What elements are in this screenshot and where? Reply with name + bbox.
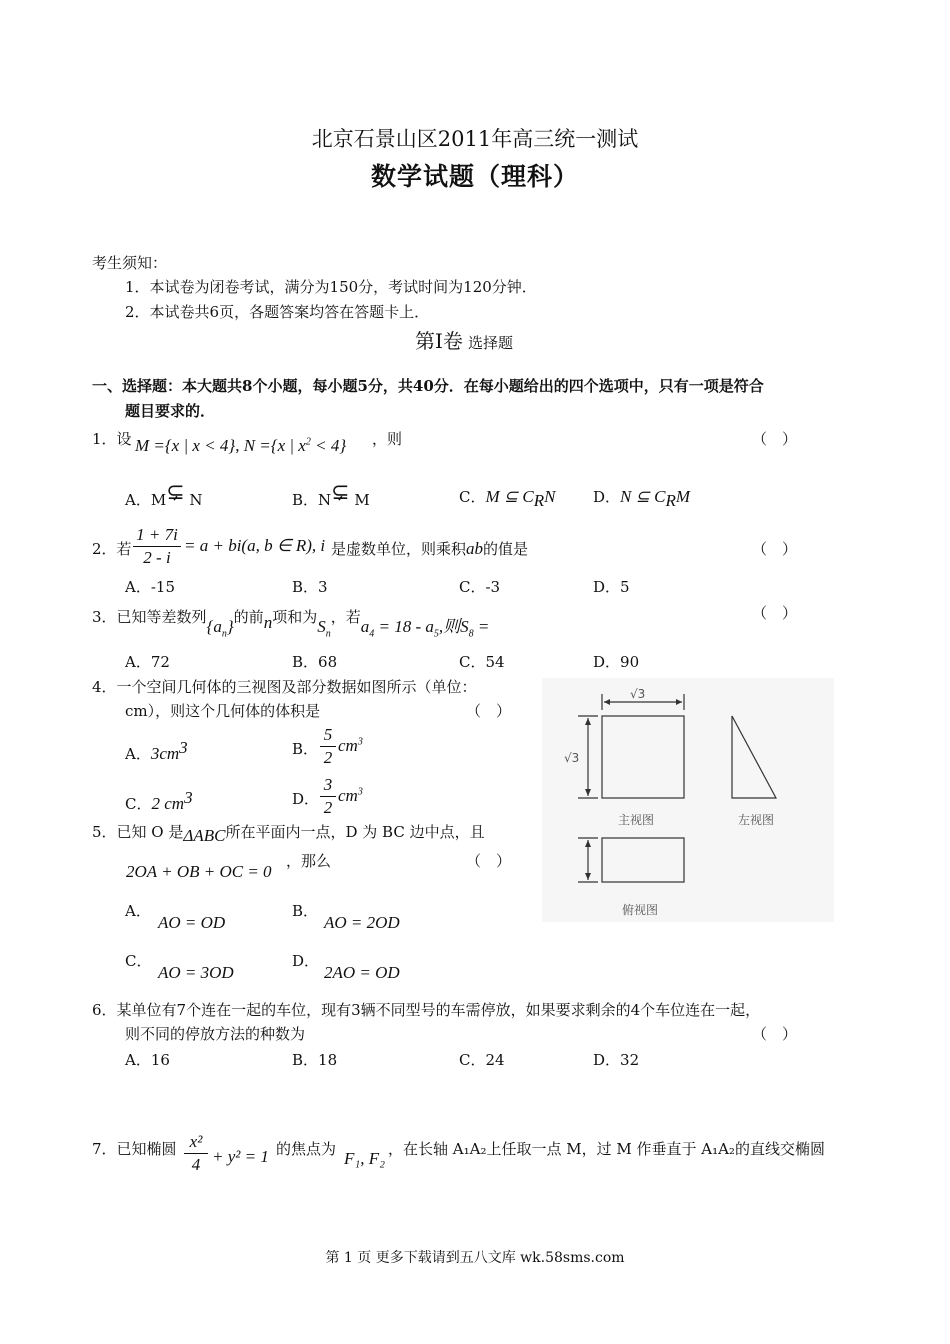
volume-sub: 选择题 [468,334,514,352]
volume-heading [415,325,513,354]
q3-answer-blank: （ ） [752,604,798,622]
side-view-caption: 左视图 [738,813,775,827]
q4-line1: 4．一个空间几何体的三视图及部分数据如图所示（单位： [92,678,477,696]
volume-main: 第Ⅰ卷 [415,329,463,353]
side-view-triangle [732,716,776,798]
top-view-rect [602,838,684,882]
q1-answer-blank: （ ） [752,430,798,448]
q4-option-b-label: B． [292,740,319,758]
q4-option-d-unit: $cm^3$ [338,786,363,805]
q6-option-d: D．32 [593,1051,640,1069]
q7-equation: + y² = 1 [212,1147,269,1166]
q3-option-a: A．72 [125,653,170,671]
front-view-height-label: √3 [564,751,580,765]
notice-item: 1．本试卷为闭卷考试，满分为150分，考试时间为120分钟． [125,278,537,296]
q7-foci-text: 的焦点为 [276,1140,337,1158]
q4-option-b-unit: $cm^3$ [338,736,363,755]
q6-option-c: C．24 [459,1051,505,1069]
q2-fraction: 1 + 7i 2 - i [133,524,181,569]
q3-option-d: D．90 [593,653,640,671]
q2-equation: = a + bi(a, b ∈ R), i [184,536,326,555]
q5-option-a-label: A． [125,902,151,920]
front-view-caption: 主视图 [618,813,655,827]
exam-title: 北京石景山区2011年高三统一测试 [311,127,639,151]
q2-number: 2．若 [92,540,132,558]
q2-option-b: B．3 [292,578,328,596]
q5-option-b-label: B． [292,902,319,920]
q3-option-b: B．68 [292,653,338,671]
q4-option-c: C．2 $cm^3$ [125,788,193,813]
q1-option-b: B．N⊊ M [292,480,370,509]
exam-subject: 数学试题（理科） [370,162,579,191]
q5-option-d: 2AO = OD [324,963,400,982]
q5-then: ，那么 [286,852,332,870]
q7-foci: F₁, F₂ [344,1149,386,1168]
q1-option-c: C．M ⊆ $C_RN$ [459,487,556,510]
q1-option-a: A．M⊊ N [125,480,203,509]
q3-option-c: C．54 [459,653,505,671]
three-view-figure [542,678,834,922]
three-view-drawing [542,678,834,922]
q3-line: 3．已知等差数列$\{a_n\}$的前n项和为$S_n$，若$a_4 = 18 - a_5$,则$S_8$ = [92,608,490,640]
q5-option-b: AO = 2OD [324,913,400,932]
page-footer: 第 1 页 更多下载请到五八文库 wk.58sms.com [325,1250,625,1266]
q2-option-c: C．-3 [459,578,501,596]
section-heading: 一、选择题：本大题共8个小题，每小题5分，共40分．在每小题给出的四个选项中，只有一项是符合 [92,377,764,395]
q6-option-b: B．18 [292,1051,338,1069]
q5-option-d-label: D． [292,952,320,970]
top-view-caption: 俯视图 [622,903,659,917]
q4-option-d-label: D． [292,790,320,808]
q7-text: ，在长轴 A₁A₂上任取一点 M，过 M 作垂直于 A₁A₂的直线交椭圆 [388,1140,825,1158]
q1-number: 1．设 [92,430,132,448]
q4-answer-blank: （ ） [466,702,512,720]
q1-option-d: D．N ⊆ $C_RM$ [593,487,691,510]
q1-sets: M ={x | x < 4}, N ={x | $x^2 < 4$} [135,436,347,455]
notice-label: 考生须知： [92,254,168,272]
notice-item: 2．本试卷共6页，各题答案均答在答题卡上． [125,303,430,321]
q5-option-c: AO = 3OD [158,963,234,982]
q5-answer-blank: （ ） [466,852,512,870]
q6-answer-blank: （ ） [752,1025,798,1043]
q2-option-d: D．5 [593,578,630,596]
q7-fraction: x² 4 [184,1131,208,1176]
q6-option-a: A．16 [125,1051,170,1069]
section-heading-cont: 题目要求的． [125,402,216,420]
q5-vector-equation: 2OA + OB + OC = 0 [126,862,272,881]
q2-option-a: A．-15 [125,578,175,596]
q4-option-a: A．$3cm^3$ [125,738,188,763]
q2-text: 是虚数单位，则乘积ab的值是 [331,539,529,558]
q6-line2: 则不同的停放方法的种数为 [125,1025,306,1043]
q4-option-b-fraction: 5 2 [320,724,336,769]
q5-option-c-label: C． [125,952,152,970]
q6-line1: 6．某单位有7个连在一起的车位，现有3辆不同型号的车需停放，如果要求剩余的4个车位连在一起， [92,1001,761,1019]
q4-line2: cm），则这个几何体的体积是 [125,702,321,720]
q4-option-d-fraction: 3 2 [320,774,336,819]
q1-then: ，则 [372,430,403,448]
q2-answer-blank: （ ） [752,540,798,558]
front-view-width-label: √3 [630,687,646,701]
q7-number: 7．已知椭圆 [92,1140,177,1158]
q5-option-a: AO = OD [158,913,226,932]
front-view-rect [602,716,684,798]
q5-line1: 5．已知 O 是ΔABC所在平面内一点，D 为 BC 边中点，且 [92,823,485,845]
